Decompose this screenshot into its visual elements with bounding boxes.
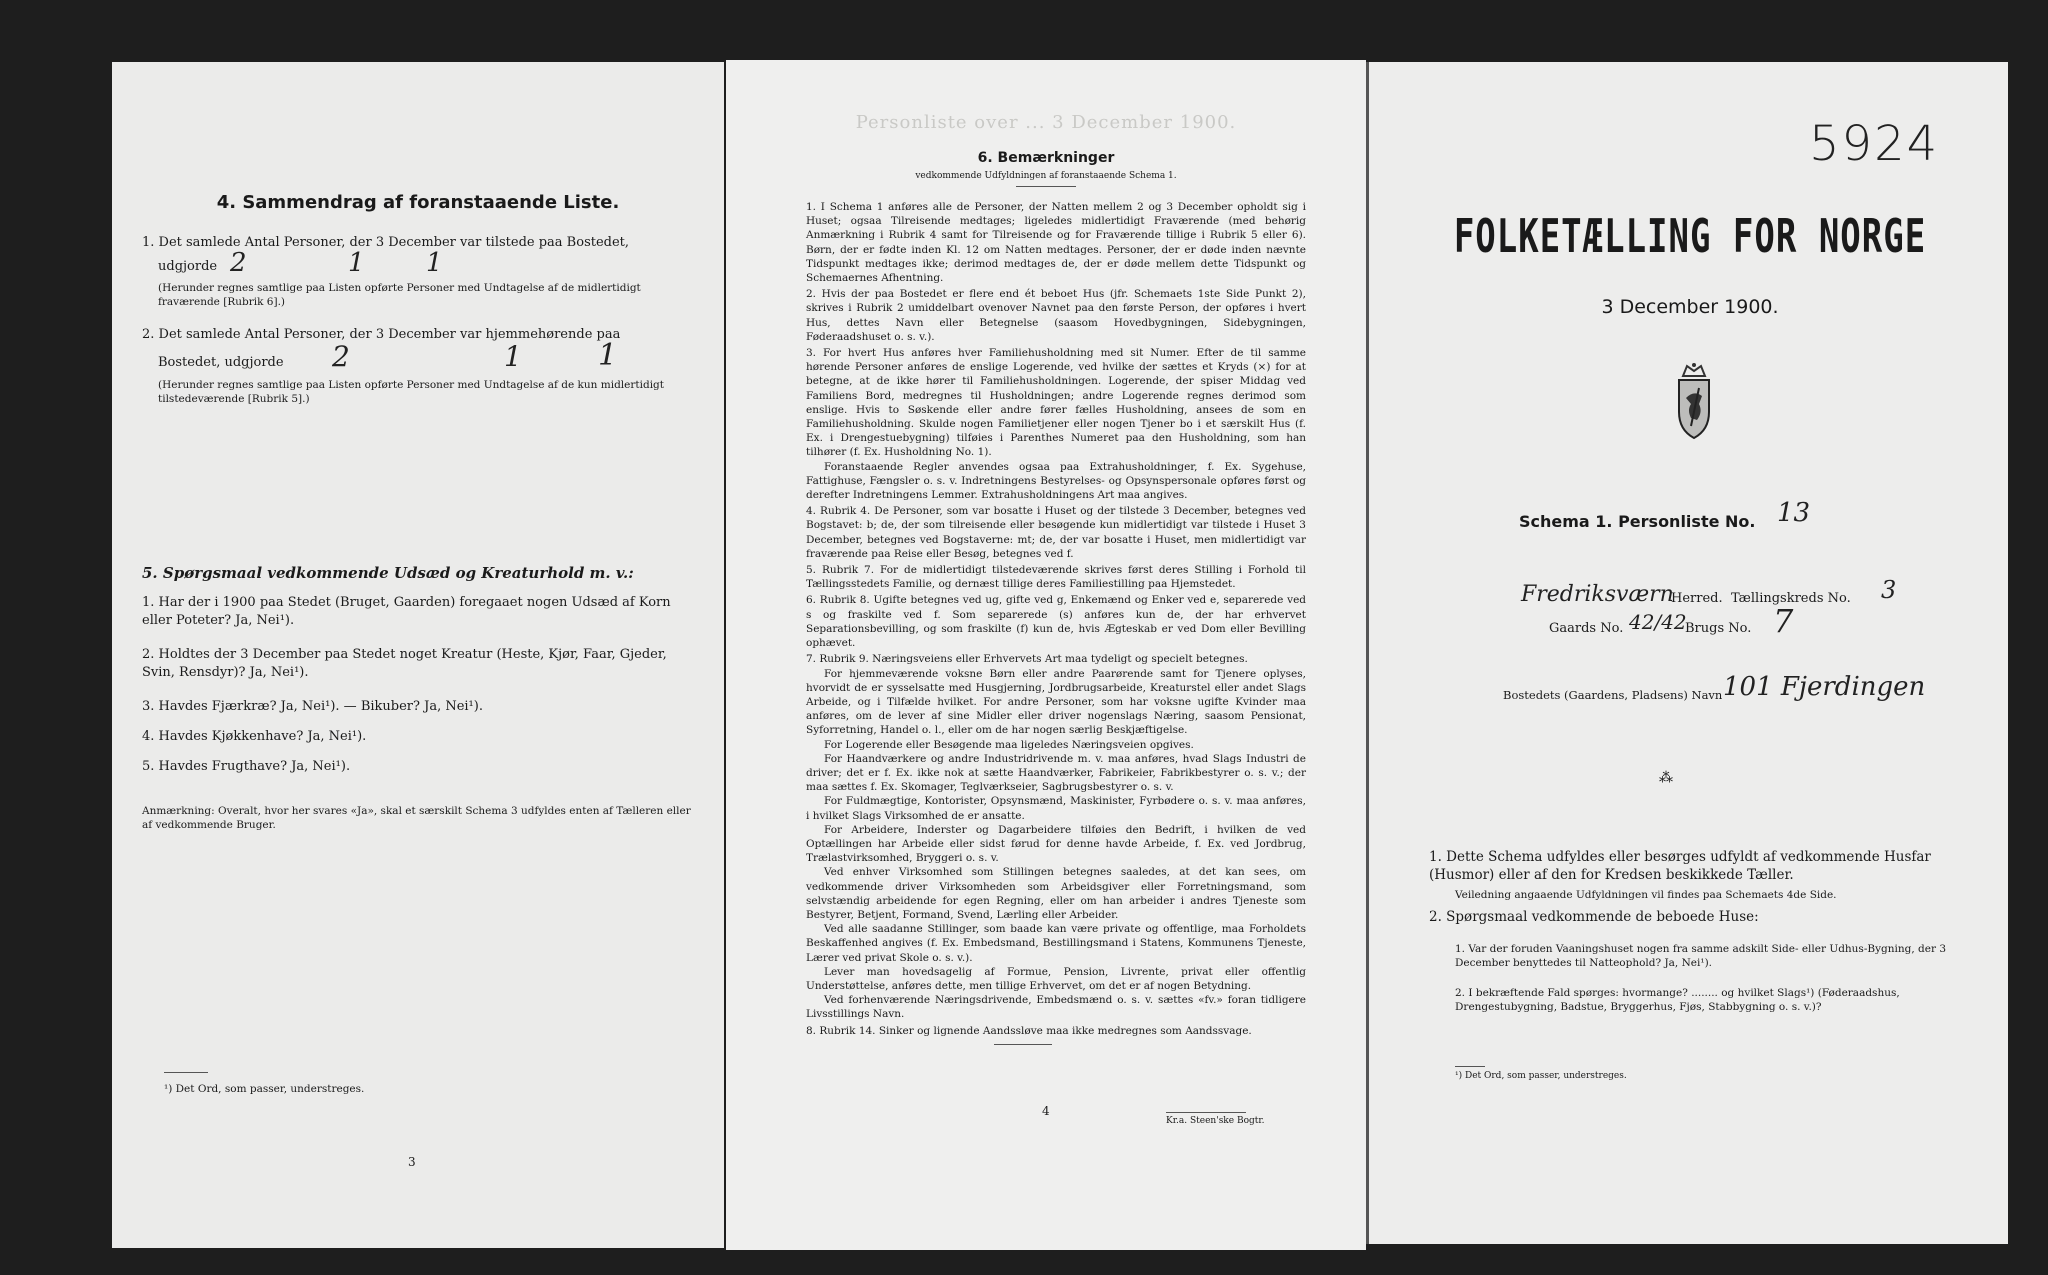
footnote: ¹) Det Ord, som passer, understreges.: [164, 1083, 365, 1095]
note-7a: For hjemmeværende voksne Børn eller andre Paarørende samt for Tjenere oplyses, hvorvidt de er sysselsatte med Husgjerning, Jordbrugsarbeide, Kreaturstel eller andet Slags Arbeide, og i Tilfælde hvilket. For andre Personer, som har voksne ugifte Kvinder maa anføres, om de lever af sine Midler eller driver nogenslags Næring, saasom Pensionat, Syforretning, Handel o. l., eller om de har nogen særlig Beskjæftigelse.: [806, 667, 1306, 737]
item1-text: 1. Det samlede Antal Personer, der 3 December var tilstede paa Bostedet,: [142, 235, 630, 250]
question-1: 1. Har der i 1900 paa Stedet (Bruget, Gaarden) foregaaet nogen Udsæd af Korn eller Poteter? Ja, Nei¹).: [142, 595, 671, 628]
note-7f: Ved enhver Virksomhed som Stillingen betegnes saaledes, at det kan sees, om vedkommende driver Virksomheden som Arbeidsgiver eller Forretningsmand, som selvstændig arbeidende for egen Regning, eller om han arbeider i andres Tjeneste som Bestyrer, Betjent, Formand, Svend, Lærling eller Arbeider.: [806, 866, 1306, 921]
page-number: 3: [408, 1155, 416, 1169]
note-8: 8. Rubrik 14. Sinker og lignende Aandssløve maa ikke medregnes som Aandssvage.: [806, 1024, 1252, 1037]
archive-number: 5924: [1809, 116, 1940, 172]
herred-label: Herred.: [1671, 591, 1723, 606]
section5-title: 5. Spørgsmaal vedkommende Udsæd og Kreaturhold m. v.:: [142, 564, 634, 582]
instruction-2: 2. Spørgsmaal vedkommende de beboede Huse:: [1429, 909, 1759, 925]
footnote: ¹) Det Ord, som passer, understreges.: [1455, 1071, 1627, 1081]
herred-handwriting: Fredriksværn: [1521, 582, 1674, 607]
note-7e: For Arbeidere, Inderster og Dagarbeidere tilføies den Bedrift, i hvilken de ved Optællingen har Arbeide eller sidst førud for denne havde Arbeide, f. Ex. ved Jordbrug, Trælastvirksomhed, Bryggeri o. s. v.: [806, 823, 1306, 865]
census-title: FOLKETÆLLING FOR NORGE: [1453, 210, 1927, 264]
kreds-label: Tællingskreds No.: [1731, 591, 1851, 606]
coat-of-arms-icon: [1669, 362, 1719, 442]
census-date: 3 December 1900.: [1601, 296, 1779, 318]
gaards-number-handwriting: 42/42: [1629, 610, 1687, 634]
instruction-1: 1. Dette Schema udfyldes eller besørges udfyldt af vedkommende Husfar (Husmor) eller af den for Kredsen beskikkede Tæller.: [1429, 849, 1931, 883]
note-7g: Ved alle saadanne Stillinger, som baade kan være private og offentlige, maa Forholdets Beskaffenhed angives (f. Ex. Embedsmand, Bestillingsmand i Statens, Kommunens Tjeneste, Lærer ved privat Skole o. s. v.).: [806, 923, 1306, 964]
printer-name: Kr.a. Steen'ske Bogtr.: [1166, 1116, 1265, 1126]
item1-udgjorde: udgjorde: [158, 259, 218, 274]
item2-text: 2. Det samlede Antal Personer, der 3 December var hjemmehørende paa: [142, 327, 621, 342]
note-2: 2. Hvis der paa Bostedet er flere end ét beboet Hus (jfr. Schemaets 1ste Side Punkt 2), skrives i Rubrik 2 umiddelbart ovenover Navnet paa den første Person, der opføres i hvert Hus, dettes Navn eller Betegnelse (saasom Hovedbygningen, Sidebygningen, Føderaadshuset o. s. v.).: [806, 288, 1306, 343]
question-2: 2. Holdtes der 3 December paa Stedet noget Kreatur (Heste, Kjør, Faar, Gjeder, Svin, Rensdyr)? Ja, Nei¹).: [142, 647, 667, 680]
instruction-1-note: Veiledning angaaende Udfyldningen vil findes paa Schemaets 4de Side.: [1455, 889, 1837, 901]
bosted-label: Bostedets (Gaardens, Pladsens) Navn: [1503, 688, 1723, 702]
end-rule: [994, 1044, 1052, 1045]
anmerkning: Anmærkning: Overalt, hvor her svares «Ja», skal et særskilt Schema 3 udfyldes enten af Tælleren eller af vedkommende Bruger.: [142, 805, 691, 831]
item1-handwriting-a: 2: [230, 248, 247, 278]
item2-handwriting-c: 1: [598, 338, 618, 373]
item2-note: (Herunder regnes samtlige paa Listen opførte Personer med Undtagelse af de kun midlertidigt tilstedeværende [Rubrik 5].): [158, 379, 664, 405]
note-7i: Ved forhenværende Næringsdrivende, Embedsmænd o. s. v. sættes «fv.» foran tidligere Livsstillings Navn.: [806, 994, 1306, 1021]
subtitle-rule: [1016, 186, 1076, 187]
bosted-handwriting: 101 Fjerdingen: [1723, 672, 1926, 702]
bleed-through-text: [132, 144, 136, 157]
note-7h: Lever man hovedsagelig af Formue, Pension, Livrente, privat eller offentlig Understøttelse, anføres dette, men tillige Erhvervet, om det er af nogen Betydning.: [806, 965, 1306, 992]
note-7: 7. Rubrik 9. Næringsveiens eller Erhvervets Art maa tydeligt og specielt betegnes.: [806, 653, 1248, 666]
bleed-through-title: Personliste over ... 3 December 1900.: [855, 112, 1237, 133]
item2-handwriting-b: 1: [504, 340, 522, 373]
instruction-2-2: 2. I bekræftende Fald spørges: hvormange? ........ og hvilket Slags¹) (Føderaadshus, Drengestubygning, Badstue, Bryggerhus, Fjøs, Stabbygning o. s. v.)?: [1455, 987, 1900, 1013]
middle-page: [726, 60, 1366, 1250]
gaards-label: Gaards No.: [1549, 621, 1624, 636]
item2-bostedet: Bostedet, udgjorde: [158, 355, 284, 370]
footnote-rule: [164, 1072, 208, 1073]
kreds-number-handwriting: 3: [1881, 576, 1897, 604]
footnote-rule: [1455, 1066, 1485, 1067]
note-7c: For Haandværkere og andre Industridrivende m. v. maa anføres, hvad Slags Industri de driver; det er f. Ex. ikke nok at sætte Haandværker, Fabrikeier, Fabrikbestyrer o. s. v.; der maa sættes f. Ex. Skomager, Teglværkseier, Sagbrugsbestyrer o. s. v.: [806, 752, 1306, 794]
note-4: 4. Rubrik 4. De Personer, som var bosatte i Huset og der tilstede 3 December, betegnes ved Bogstavet: b; de, der som tilreisende eller besøgende kun midlertidigt var tilstede i Huset 3 December, betegnes ved Bogstaverne: mt; de, der var bosatte i Huset, men midlertidigt var fraværende paa Reise eller Besøg, betegnes ved f.: [806, 505, 1306, 560]
page-number: 4: [1042, 1104, 1050, 1118]
remarks-subtitle: vedkommende Udfyldningen af foranstaaende Schema 1.: [915, 171, 1177, 181]
note-3b: Foranstaaende Regler anvendes ogsaa paa Extrahusholdninger, f. Ex. Sygehuse, Fattighuse, Fængsler o. s. v. Indretningens Bestyrelses- og Opsynspersonale opføres først og derefter Indretningens Lemmer. Extrahusholdningens Art maa angives.: [806, 460, 1306, 502]
note-3: 3. For hvert Hus anføres hver Familiehusholdning med sit Numer. Efter de til samme hørende Personer anføres de enslige Logerende, ved hvilke der sættes et Kryds (×) for at betegne, at de ikke hører til Familiehusholdningen. Logerende, der spiser Middag ved Familiens Bord, medregnes til Husholdningen; andre Logerende regnes derimod som enslige. Hvis to Søskende eller andre fører fælles Husholdning, ansees de som en Familiehusholdning. Skulde nogen Familietjener eller nogen Tjener bo i et særskilt Hus (f. Ex. i Drengestuebygning) tilføies i Parenthes Numeret paa den Husholdning, som han tilhører (f. Ex. Husholdning No. 1).: [806, 347, 1306, 459]
note-6: 6. Rubrik 8. Ugifte betegnes ved ug, gifte ved g, Enkemænd og Enker ved e, separerede ved s og fraskilte ved f. Som separerede (s) anføres kun de, der har erhvervet Separationsbevilling, og som fraskilte (f) kun de, hvis Ægteskab er ved Dom eller Bevilling ophævet.: [806, 594, 1306, 650]
schema-number-handwriting: 13: [1777, 498, 1811, 528]
question-3: 3. Havdes Fjærkræ? Ja, Nei¹). — Bikuber? Ja, Nei¹).: [142, 699, 483, 714]
note-5: 5. Rubrik 7. For de midlertidigt tilstedeværende skrives først deres Stilling i Forhold til Tællingsstedets Familie, og dernæst tillige deres Familiestilling paa Hjemstedet.: [806, 564, 1306, 591]
note-1: 1. I Schema 1 anføres alle de Personer, der Natten mellem 2 og 3 December opholdt sig i Huset; ogsaa Tilreisende medtages; ligeledes midlertidigt Fraværende (med behørig Anmærkning i Rubrik 4 samt for Tilreisende og for Fraværende tillige i Rubrik 5 eller 6). Børn, der er fødte inden Kl. 12 om Natten medtages. Personer, der er døde inden nævnte Tidspunkt medtages ikke; derimod medtages de, der er døde mellem dette Tidspunkt og Schemaernes Afhentning.: [806, 201, 1306, 285]
question-5: 5. Havdes Frugthave? Ja, Nei¹).: [142, 759, 351, 774]
item1-note: (Herunder regnes samtlige paa Listen opførte Personer med Undtagelse af de midlertidigt fraværende [Rubrik 6].): [158, 282, 641, 308]
section4-title: 4. Sammendrag af foranstaaende Liste.: [216, 192, 620, 213]
brugs-label: Brugs No.: [1685, 621, 1752, 636]
schema-label: Schema 1. Personliste No.: [1519, 512, 1756, 531]
printer-rule: [1166, 1112, 1246, 1113]
item2-handwriting-a: 2: [332, 340, 350, 373]
item1-handwriting-c: 1: [426, 248, 443, 278]
remarks-title: 6. Bemærkninger: [977, 150, 1115, 166]
note-7b: For Logerende eller Besøgende maa ligeledes Næringsveien opgives.: [824, 738, 1194, 751]
left-page: [112, 62, 724, 1248]
instruction-2-1: 1. Var der foruden Vaaningshuset nogen fra samme adskilt Side- eller Udhus-Bygning, der 3 December benyttedes til Natteophold? Ja, Nei¹).: [1455, 943, 1946, 969]
ornament-icon: ⁂: [1659, 770, 1673, 786]
item1-handwriting-b: 1: [348, 248, 365, 278]
brugs-number-handwriting: 7: [1773, 602, 1794, 640]
right-page: [1366, 62, 2008, 1244]
remarks-list: [806, 200, 1306, 1038]
note-7d: For Fuldmægtige, Kontorister, Opsynsmænd, Maskinister, Fyrbødere o. s. v. maa anføres, i hvilket Slags Virksomhed de er ansatte.: [806, 795, 1306, 822]
question-4: 4. Havdes Kjøkkenhave? Ja, Nei¹).: [142, 729, 367, 744]
